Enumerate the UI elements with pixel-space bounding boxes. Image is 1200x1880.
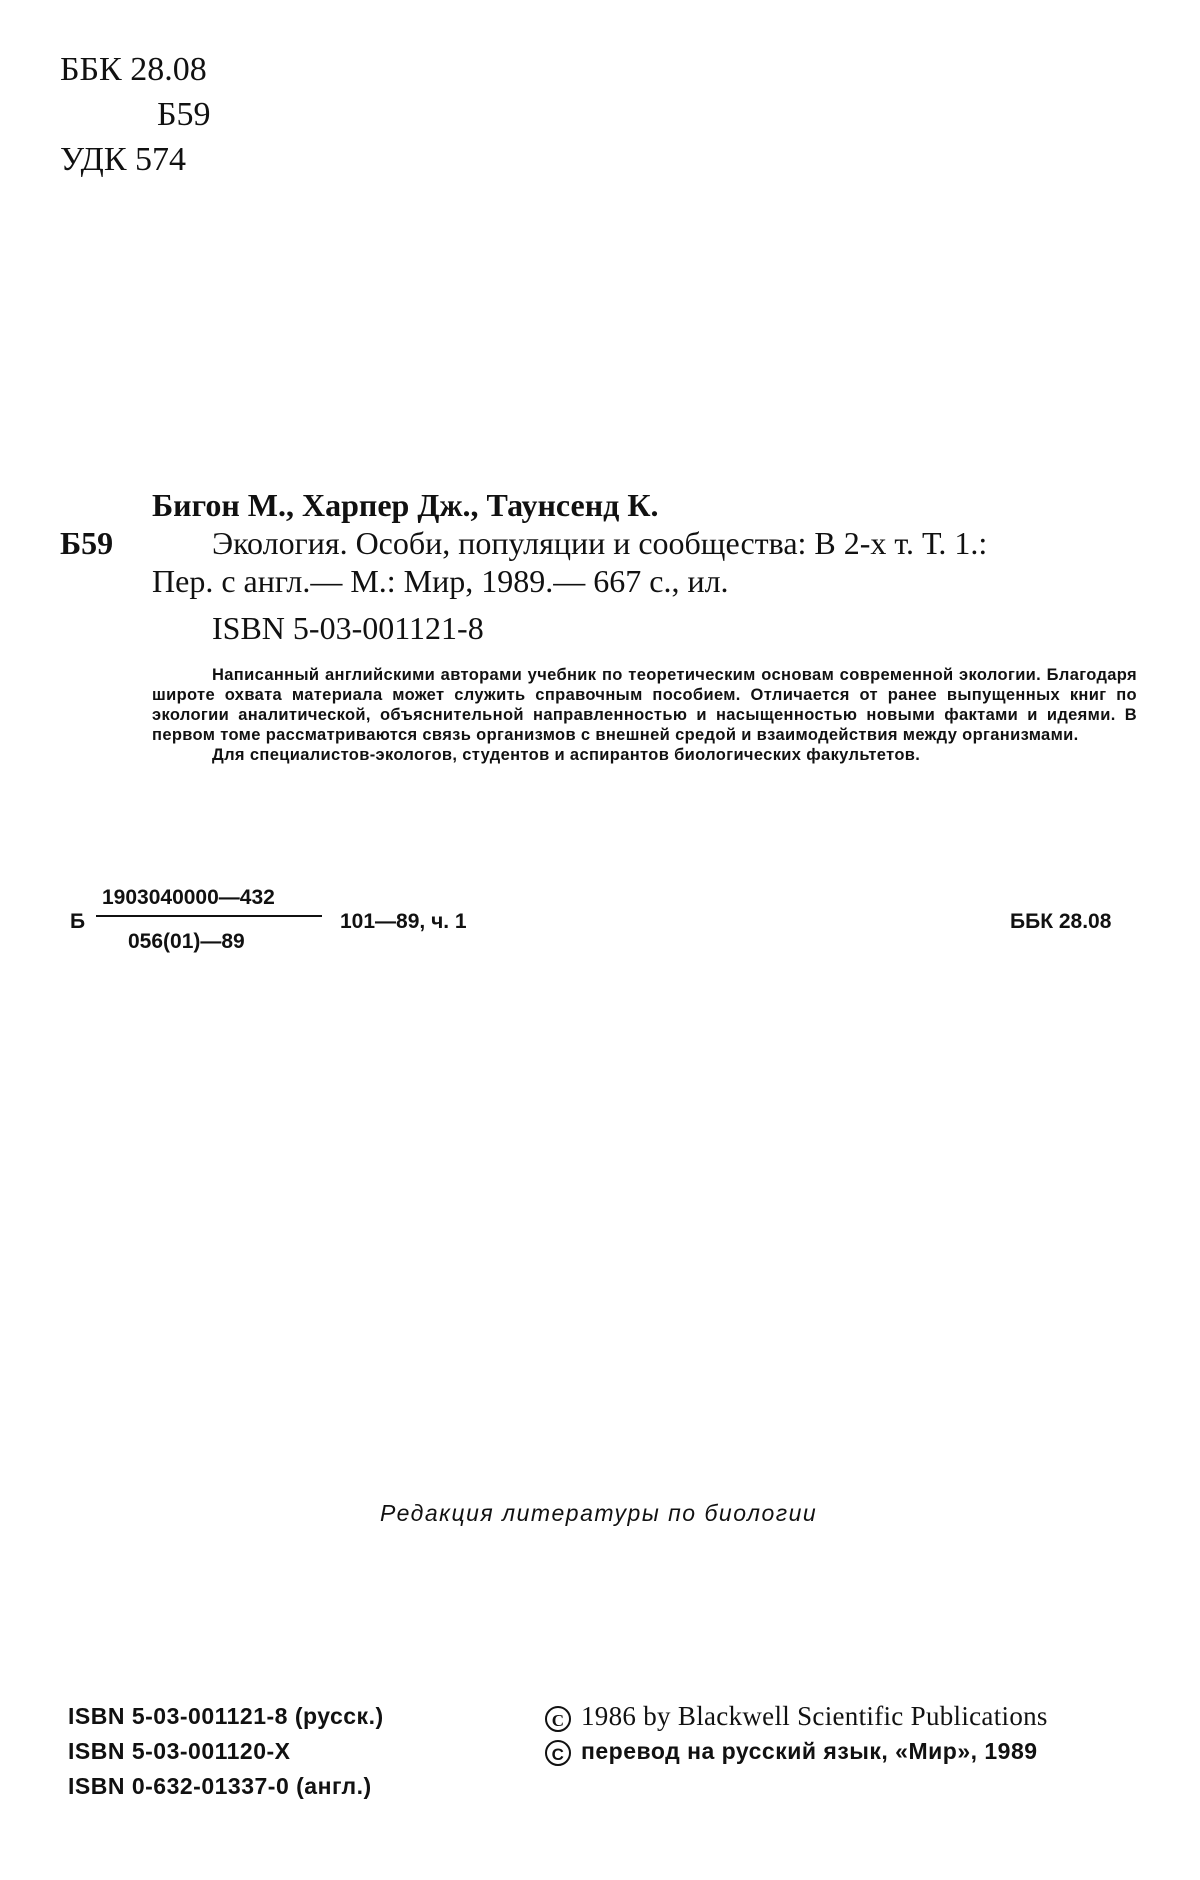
annotation-paragraph-1: Написанный английскими авторами учебник по теоретическим основам современной экологии. Благодаря широте охвата материала может служить справочным пособием. Отличается от ранее выпущенных книг по экологии аналитической, объяснительной направленностью и насыщенностью новыми фактами и идеями. В первом томе рассматриваются связь организмов с внешней средой и взаимодействия между организмами. (152, 666, 1137, 744)
copyright-translation-text: перевод на русский язык, «Мир», 1989 (581, 1738, 1038, 1764)
fraction-line (96, 915, 322, 917)
code-suffix: 101—89, ч. 1 (340, 910, 467, 933)
book-title: Экология. Особи, популяции и сообщества: В 2-х т. Т. 1.: (212, 525, 988, 561)
copyright-icon: C (545, 1740, 571, 1766)
imprint: Пер. с англ.— М.: Мир, 1989.— 667 с., ил. (152, 563, 729, 599)
code-letter: Б (70, 910, 86, 933)
isbn-russian: ISBN 5-03-001121-8 (русск.) (68, 1703, 384, 1729)
code-numerator: 1903040000—432 (102, 886, 275, 909)
udk-header: УДК 574 (60, 141, 187, 178)
copyright-original-text: 1986 by Blackwell Scientific Publications (581, 1701, 1048, 1731)
editorial-department: Редакция литературы по биологии (380, 1500, 818, 1526)
isbn-main: ISBN 5-03-001121-8 (212, 610, 484, 646)
annotation (152, 665, 1137, 765)
code-denominator: 056(01)—89 (128, 930, 245, 953)
copyright-original (545, 1701, 1048, 1732)
copyright-icon: C (545, 1706, 571, 1732)
authors: Бигон М., Харпер Дж., Таунсенд К. (152, 487, 659, 523)
author-sign: Б59 (60, 525, 114, 561)
annotation-paragraph-2: Для специалистов-экологов, студентов и аспирантов биологических факультетов. (212, 746, 921, 764)
code-bbk: ББК 28.08 (1010, 910, 1112, 933)
bbk-header: ББК 28.08 (60, 51, 207, 88)
isbn-volume: ISBN 5-03-001120-X (68, 1738, 291, 1764)
isbn-english: ISBN 0-632-01337-0 (англ.) (68, 1773, 372, 1799)
author-sign-header: Б59 (157, 96, 211, 133)
copyright-translation (545, 1738, 1038, 1766)
